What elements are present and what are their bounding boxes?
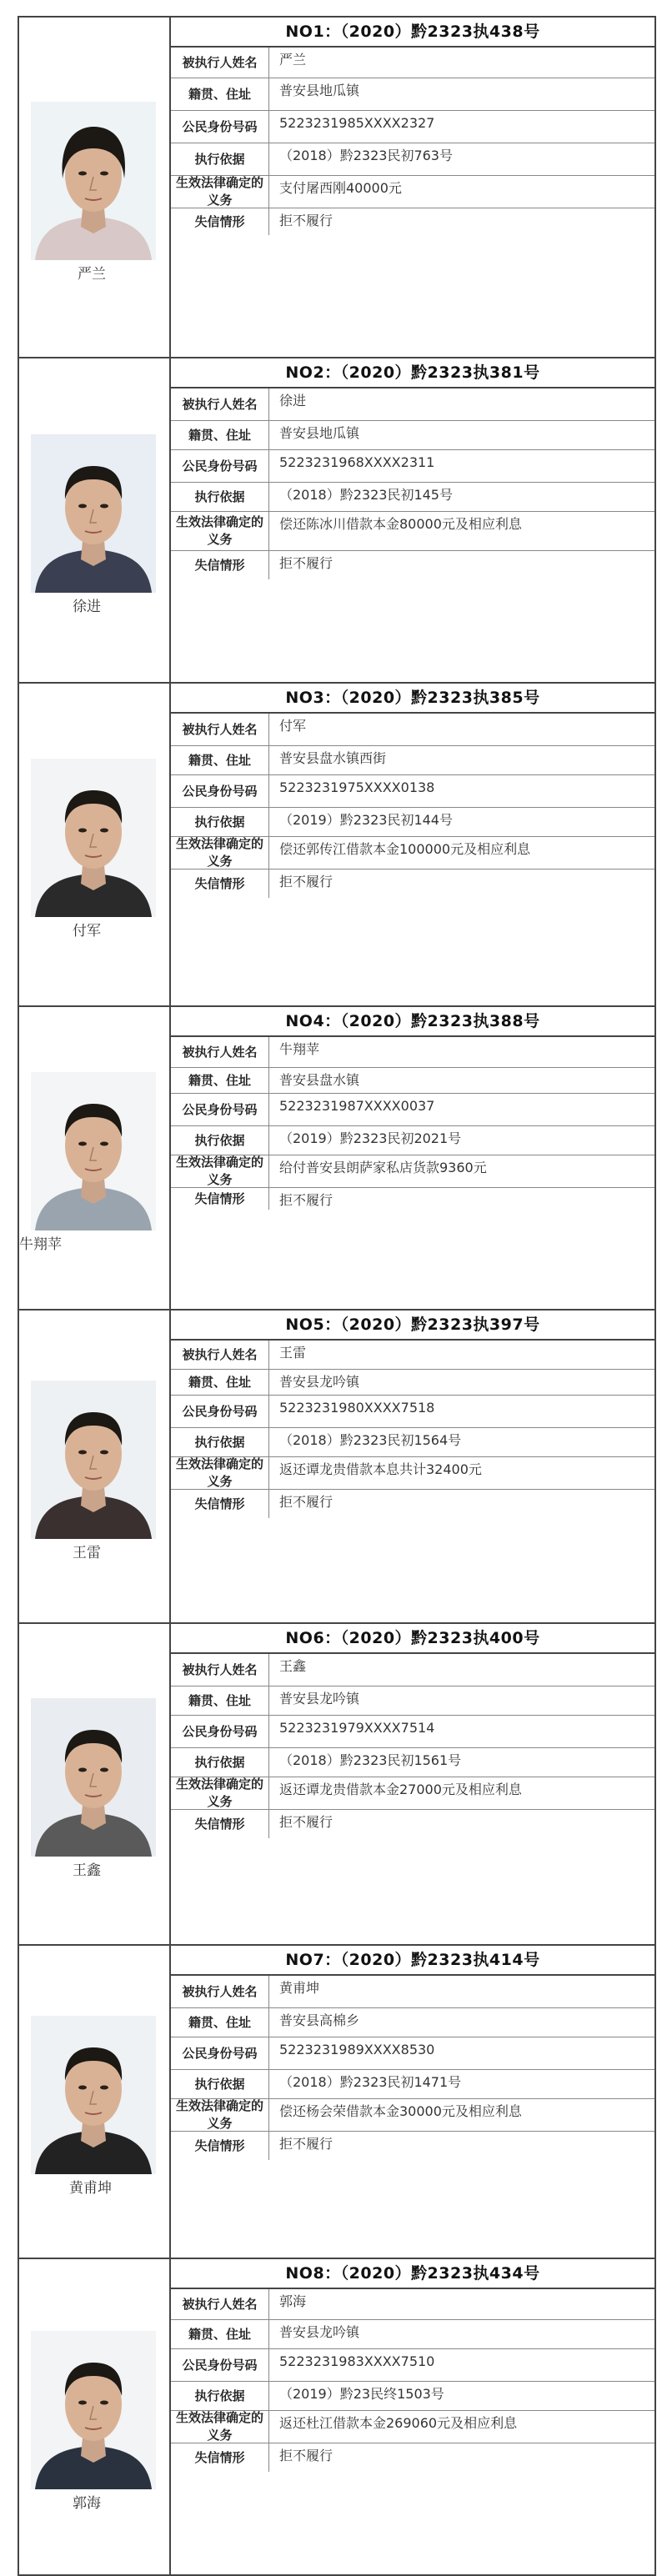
portrait-photo xyxy=(31,1698,156,1857)
field-value-basis: （2018）黔2323民初763号 xyxy=(279,148,453,163)
field-value-address: 普安县龙吟镇 xyxy=(279,1691,360,1706)
field-label-id: 公民身份号码 xyxy=(171,111,269,143)
field-value-name: 付军 xyxy=(279,718,307,734)
portrait-photo xyxy=(31,1072,156,1230)
field-value-id: 5223231968XXXX2311 xyxy=(279,454,435,470)
field-value-address: 普安县盘水镇西街 xyxy=(279,750,387,766)
field-row-id xyxy=(171,1396,654,1428)
field-value-address: 普安县龙吟镇 xyxy=(279,2324,360,2340)
photo-column xyxy=(19,1946,171,2258)
field-label-address: 籍贯、住址 xyxy=(171,2320,269,2348)
field-label-obligation: 生效法律确定的义务 xyxy=(171,2099,269,2131)
field-value-status: 拒不履行 xyxy=(279,1494,334,1510)
field-row-address xyxy=(171,1068,654,1094)
field-value-obligation: 返还谭龙贵借款本息共计32400元 xyxy=(279,1461,482,1477)
field-row-address xyxy=(171,2008,654,2037)
person-name-caption: 严兰 xyxy=(78,266,106,283)
record-block xyxy=(18,1622,656,1946)
field-label-obligation: 生效法律确定的义务 xyxy=(171,1155,269,1187)
field-row-name xyxy=(171,2289,654,2320)
portrait-photo xyxy=(31,434,156,593)
person-name-caption: 徐进 xyxy=(73,599,101,615)
record-info xyxy=(171,2259,654,2472)
photo-column xyxy=(19,1311,171,1622)
field-label-name: 被执行人姓名 xyxy=(171,1976,269,2007)
field-row-obligation xyxy=(171,512,654,551)
photo-column xyxy=(19,684,171,1005)
field-row-address xyxy=(171,421,654,450)
photo-column xyxy=(19,18,171,357)
field-value-name: 徐进 xyxy=(279,393,307,408)
field-row-id xyxy=(171,775,654,808)
field-label-name: 被执行人姓名 xyxy=(171,1341,269,1369)
photo-column xyxy=(19,1624,171,1944)
person-name-caption: 黄甫坤 xyxy=(69,2180,112,2197)
portrait-photo xyxy=(31,759,156,917)
portrait-photo xyxy=(31,1381,156,1539)
field-row-address xyxy=(171,2320,654,2349)
record-block xyxy=(18,1005,656,1311)
field-row-id xyxy=(171,450,654,483)
field-label-obligation: 生效法律确定的义务 xyxy=(171,1777,269,1809)
field-row-id xyxy=(171,111,654,143)
field-label-status: 失信情形 xyxy=(171,1490,269,1518)
field-row-name xyxy=(171,1341,654,1370)
field-row-basis xyxy=(171,1126,654,1155)
field-label-obligation: 生效法律确定的义务 xyxy=(171,1457,269,1489)
portrait-photo xyxy=(31,2016,156,2174)
field-row-status xyxy=(171,2443,654,2472)
field-row-obligation xyxy=(171,2099,654,2132)
field-label-name: 被执行人姓名 xyxy=(171,388,269,420)
photo-frame xyxy=(31,1072,156,1230)
field-label-name: 被执行人姓名 xyxy=(171,2289,269,2319)
field-label-address: 籍贯、住址 xyxy=(171,421,269,449)
field-row-name xyxy=(171,714,654,746)
field-row-name xyxy=(171,1976,654,2008)
debtor-notice-table xyxy=(18,18,656,2576)
case-number-title: NO5：（2020）黔2323执397号 xyxy=(171,1311,654,1341)
record-block xyxy=(18,1944,656,2259)
field-value-name: 严兰 xyxy=(279,52,307,68)
record-block xyxy=(18,16,656,358)
field-value-obligation: 返还杜江借款本金269060元及相应利息 xyxy=(279,2415,518,2431)
field-row-basis xyxy=(171,2070,654,2099)
field-value-address: 普安县地瓜镇 xyxy=(279,83,360,98)
field-value-id: 5223231975XXXX0138 xyxy=(279,779,435,795)
field-row-status xyxy=(171,1810,654,1838)
field-row-address xyxy=(171,1686,654,1716)
field-row-id xyxy=(171,2349,654,2382)
record-info xyxy=(171,684,654,898)
field-value-address: 普安县高棉乡 xyxy=(279,2012,360,2028)
case-number-title: NO8：（2020）黔2323执434号 xyxy=(171,2259,654,2289)
field-value-obligation: 支付屠西刚40000元 xyxy=(279,180,402,196)
field-row-address xyxy=(171,78,654,111)
field-value-status: 拒不履行 xyxy=(279,213,334,228)
field-value-obligation: 偿还郭传江借款本金100000元及相应利息 xyxy=(279,841,531,857)
field-label-name: 被执行人姓名 xyxy=(171,714,269,745)
field-value-obligation: 偿还杨会荣借款本金30000元及相应利息 xyxy=(279,2103,522,2119)
field-label-basis: 执行依据 xyxy=(171,1748,269,1777)
field-row-status xyxy=(171,551,654,579)
field-label-id: 公民身份号码 xyxy=(171,775,269,807)
field-label-status: 失信情形 xyxy=(171,2132,269,2160)
field-row-status xyxy=(171,1188,654,1210)
field-label-status: 失信情形 xyxy=(171,208,269,235)
field-row-status xyxy=(171,1490,654,1518)
field-value-status: 拒不履行 xyxy=(279,874,334,890)
field-label-id: 公民身份号码 xyxy=(171,2349,269,2381)
field-row-name xyxy=(171,388,654,421)
field-label-basis: 执行依据 xyxy=(171,483,269,511)
field-row-obligation xyxy=(171,1457,654,1490)
portrait-photo xyxy=(31,102,156,260)
case-number-title: NO4：（2020）黔2323执388号 xyxy=(171,1007,654,1037)
field-row-basis xyxy=(171,808,654,837)
field-value-basis: （2019）黔2323民初2021号 xyxy=(279,1130,462,1146)
field-label-id: 公民身份号码 xyxy=(171,450,269,482)
photo-frame xyxy=(31,1381,156,1539)
field-label-status: 失信情形 xyxy=(171,2443,269,2472)
field-value-name: 郭海 xyxy=(279,2293,307,2309)
field-label-status: 失信情形 xyxy=(171,870,269,898)
field-row-name xyxy=(171,1037,654,1068)
person-name-caption: 付军 xyxy=(73,923,101,940)
photo-frame xyxy=(31,1698,156,1857)
field-value-status: 拒不履行 xyxy=(279,1192,334,1208)
photo-column xyxy=(19,1007,171,1309)
field-value-obligation: 返还谭龙贵借款本金27000元及相应利息 xyxy=(279,1782,522,1797)
field-row-status xyxy=(171,208,654,235)
person-name-caption: 郭海 xyxy=(73,2495,101,2512)
record-info xyxy=(171,18,654,235)
field-label-address: 籍贯、住址 xyxy=(171,1068,269,1093)
field-row-address xyxy=(171,1370,654,1396)
field-value-basis: （2018）黔2323民初1564号 xyxy=(279,1432,462,1448)
field-value-address: 普安县盘水镇 xyxy=(279,1072,360,1088)
field-label-id: 公民身份号码 xyxy=(171,1716,269,1747)
field-value-address: 普安县龙吟镇 xyxy=(279,1374,360,1390)
field-value-address: 普安县地瓜镇 xyxy=(279,425,360,441)
record-info xyxy=(171,358,654,579)
field-label-address: 籍贯、住址 xyxy=(171,2008,269,2037)
field-row-obligation xyxy=(171,1777,654,1810)
record-block xyxy=(18,1309,656,1624)
field-value-id: 5223231979XXXX7514 xyxy=(279,1720,435,1736)
record-info xyxy=(171,1624,654,1838)
field-row-status xyxy=(171,2132,654,2160)
field-label-status: 失信情形 xyxy=(171,1810,269,1838)
field-label-basis: 执行依据 xyxy=(171,1126,269,1155)
case-number-title: NO3：（2020）黔2323执385号 xyxy=(171,684,654,714)
field-label-obligation: 生效法律确定的义务 xyxy=(171,837,269,869)
field-value-name: 牛翔苹 xyxy=(279,1041,320,1057)
field-label-address: 籍贯、住址 xyxy=(171,1370,269,1395)
field-value-obligation: 偿还陈冰川借款本金80000元及相应利息 xyxy=(279,516,522,532)
field-value-name: 黄甫坤 xyxy=(279,1980,320,1996)
photo-frame xyxy=(31,2016,156,2174)
field-value-status: 拒不履行 xyxy=(279,1814,334,1830)
field-row-basis xyxy=(171,1428,654,1457)
field-value-status: 拒不履行 xyxy=(279,2448,334,2463)
field-row-obligation xyxy=(171,2411,654,2443)
photo-frame xyxy=(31,759,156,917)
field-value-basis: （2019）黔2323民初144号 xyxy=(279,812,453,828)
field-label-obligation: 生效法律确定的义务 xyxy=(171,176,269,208)
record-block xyxy=(18,682,656,1007)
field-label-obligation: 生效法律确定的义务 xyxy=(171,512,269,550)
field-label-id: 公民身份号码 xyxy=(171,2037,269,2069)
field-label-obligation: 生效法律确定的义务 xyxy=(171,2411,269,2443)
field-value-status: 拒不履行 xyxy=(279,555,334,571)
field-label-basis: 执行依据 xyxy=(171,1428,269,1456)
field-label-basis: 执行依据 xyxy=(171,143,269,175)
photo-frame xyxy=(31,434,156,593)
field-row-id xyxy=(171,1094,654,1126)
field-label-id: 公民身份号码 xyxy=(171,1396,269,1427)
field-label-basis: 执行依据 xyxy=(171,2070,269,2098)
field-value-id: 5223231985XXXX2327 xyxy=(279,115,435,131)
record-block xyxy=(18,2258,656,2576)
field-value-name: 王鑫 xyxy=(279,1658,307,1674)
field-value-id: 5223231989XXXX8530 xyxy=(279,2042,435,2057)
record-info xyxy=(171,1311,654,1518)
field-row-basis xyxy=(171,143,654,176)
photo-frame xyxy=(31,102,156,260)
field-label-address: 籍贯、住址 xyxy=(171,78,269,110)
field-row-obligation xyxy=(171,837,654,870)
field-value-basis: （2018）黔2323民初1471号 xyxy=(279,2074,462,2090)
record-info xyxy=(171,1007,654,1210)
field-row-status xyxy=(171,870,654,898)
field-value-id: 5223231980XXXX7518 xyxy=(279,1400,435,1416)
field-label-name: 被执行人姓名 xyxy=(171,48,269,78)
person-name-caption: 牛翔苹 xyxy=(19,1236,62,1253)
field-value-basis: （2019）黔23民终1503号 xyxy=(279,2386,444,2402)
person-name-caption: 王雷 xyxy=(73,1545,101,1561)
field-row-id xyxy=(171,2037,654,2070)
field-label-name: 被执行人姓名 xyxy=(171,1037,269,1067)
case-number-title: NO1：（2020）黔2323执438号 xyxy=(171,18,654,48)
field-row-basis xyxy=(171,483,654,512)
field-value-id: 5223231983XXXX7510 xyxy=(279,2353,435,2369)
field-value-name: 王雷 xyxy=(279,1345,307,1361)
field-value-status: 拒不履行 xyxy=(279,2136,334,2152)
field-row-basis xyxy=(171,1748,654,1777)
field-label-id: 公民身份号码 xyxy=(171,1094,269,1125)
record-info xyxy=(171,1946,654,2160)
field-row-obligation xyxy=(171,176,654,208)
case-number-title: NO7：（2020）黔2323执414号 xyxy=(171,1946,654,1976)
field-label-status: 失信情形 xyxy=(171,1188,269,1210)
field-label-basis: 执行依据 xyxy=(171,2382,269,2410)
person-name-caption: 王鑫 xyxy=(73,1862,101,1879)
field-label-name: 被执行人姓名 xyxy=(171,1654,269,1686)
field-value-basis: （2018）黔2323民初145号 xyxy=(279,487,453,503)
field-label-address: 籍贯、住址 xyxy=(171,1686,269,1715)
field-row-name xyxy=(171,48,654,78)
field-row-obligation xyxy=(171,1155,654,1188)
field-row-address xyxy=(171,746,654,775)
field-label-address: 籍贯、住址 xyxy=(171,746,269,774)
photo-frame xyxy=(31,2331,156,2489)
field-row-id xyxy=(171,1716,654,1748)
field-label-basis: 执行依据 xyxy=(171,808,269,836)
portrait-photo xyxy=(31,2331,156,2489)
case-number-title: NO2：（2020）黔2323执381号 xyxy=(171,358,654,388)
photo-column xyxy=(19,2259,171,2574)
field-label-status: 失信情形 xyxy=(171,551,269,579)
field-value-obligation: 给付普安县朗萨家私店货款9360元 xyxy=(279,1160,487,1175)
photo-column xyxy=(19,358,171,682)
field-value-basis: （2018）黔2323民初1561号 xyxy=(279,1752,462,1768)
record-block xyxy=(18,357,656,684)
field-row-name xyxy=(171,1654,654,1686)
case-number-title: NO6：（2020）黔2323执400号 xyxy=(171,1624,654,1654)
field-value-id: 5223231987XXXX0037 xyxy=(279,1098,435,1114)
field-row-basis xyxy=(171,2382,654,2411)
